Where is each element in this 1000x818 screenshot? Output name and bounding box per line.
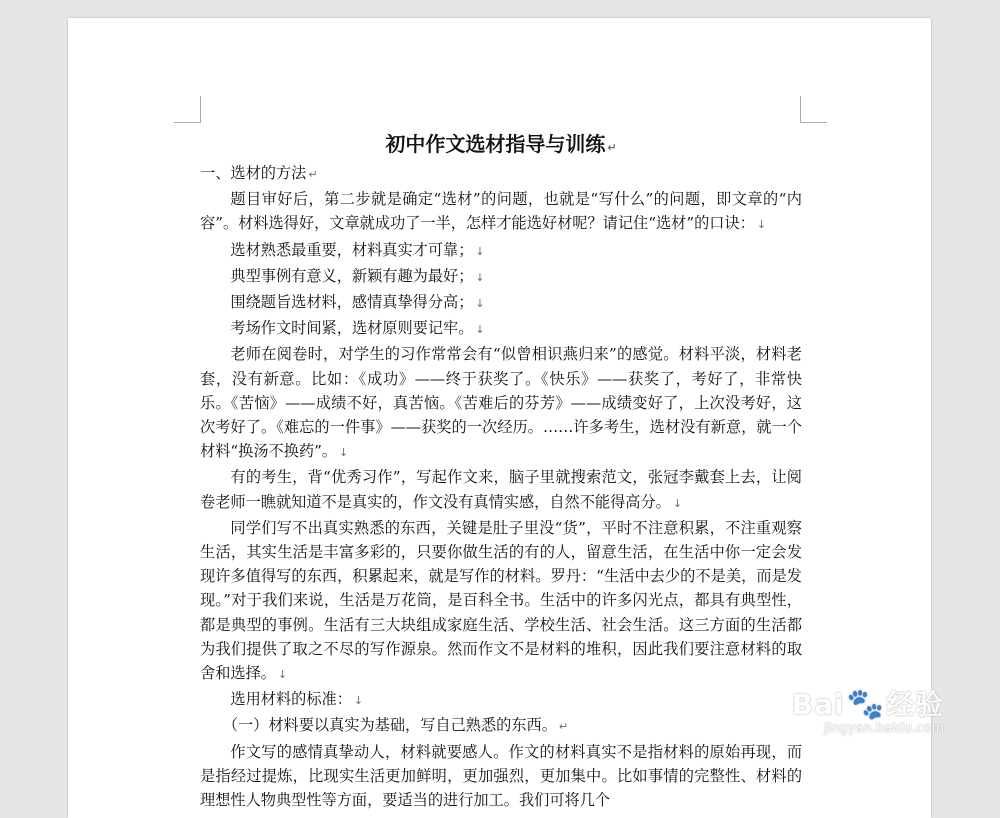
paragraph-text: 选材熟悉最重要，材料真实才可靠； [230, 240, 474, 259]
paragraph [200, 187, 802, 237]
paragraph-text: 围绕题旨选材料，感情真挚得分高； [230, 293, 474, 312]
paragraph [200, 687, 802, 713]
paragraph-text: 有的考生，背“优秀习作”，写起作文来，脑子里就搜索范文，张冠李戴套上去，让阅卷老师一瞧就知道不是真实的，作文没有真情实感，自然不能得高分。 [200, 468, 802, 511]
paragraph [200, 713, 802, 739]
line-break-mark-icon: ↓ [353, 694, 364, 708]
line-break-mark-icon: ↓ [475, 244, 485, 258]
line-break-mark-icon: ↓ [475, 323, 485, 337]
line-break-mark-icon: ↓ [475, 297, 485, 311]
section-heading [200, 161, 802, 187]
paragraph-text: 选用材料的标准： [230, 690, 352, 709]
paragraph [200, 516, 802, 687]
paragraph [200, 264, 802, 290]
paragraph [200, 465, 802, 515]
paw-icon: 🐾 [846, 687, 884, 722]
paragraph-text: 考场作文时间紧，选材原则要记牢。 [230, 319, 474, 338]
line-break-mark-icon: ↓ [672, 496, 683, 510]
document-body[interactable] [200, 128, 802, 812]
paragraph [200, 238, 802, 264]
paragraph-text: 同学们写不出真实熟悉的东西，关键是肚子里没“货”，平时不注意积累，不注重观察生活，其实生活是丰富多彩的，只要你做生活的有的人，留意生活，在生活中你一定会发现许多值得写的东西，积累起来，就是写作的材料。罗丹：“生活中去少的不是美，而是发现。”对于我们来说，生活是万花筒，是百科全书。生活中的许多闪光点，都具有典型性，都是典型的事例。生活有三大块组成家庭生活、学校生活、社会生活。这三方面的生活都为我们提供了取之不尽的写作源泉。然而作文不是材料的堆积，因此我们要注意材料的取舍和选择。 [200, 518, 802, 683]
paragraph [200, 290, 802, 316]
paragraph-text: （一）材料要以真实为基础，写自己熟悉的东西。 [222, 716, 557, 735]
watermark-url: jingyan.baidu.com [824, 721, 944, 736]
paragraph-list [200, 161, 802, 812]
paragraph-text: 老师在阅卷时，对学生的习作常常会有“似曾相识燕归来”的感觉。材料平淡，材料老套，没有新意。比如：《成功》——终于获奖了。《快乐》——获奖了，考好了，非常快乐。《苦恼》——成绩不好，真苦恼。《苦难后的芬芳》——成绩变好了，上次没考好，这次考好了。《难忘的一件事》——获奖的一次经历。……许多考生，选材没有新意，就一个材料“换汤不换药”。 [200, 345, 802, 461]
paragraph-text: 一、选材的方法 [200, 164, 307, 182]
paragraph-mark-icon: ↵ [308, 168, 318, 181]
paragraph-text: 作文写的感情真挚动人，材料就要感人。作文的材料真实不是指材料的原始再现，而是指经过提炼，比现实生活更加鲜明，更加强烈，更加集中。比如事情的完整性、材料的理想性人物典型性等方面，要适当的进行加工。我们可将几个 [200, 742, 802, 810]
paragraph-text: 题目审好后，第二步就是确定“选材”的问题，也就是“写什么”的问题，即文章的“内容”。材料选得好，文章就成功了一半，怎样才能选好材呢？请记住“选材”的口诀： [200, 190, 802, 233]
line-break-mark-icon: ↓ [475, 270, 485, 284]
baidu-jingyan-watermark: Bai🐾经验 jingyan.baidu.com [791, 687, 944, 736]
crop-mark-top-left [174, 96, 201, 123]
line-break-mark-icon: ↓ [339, 446, 349, 460]
crop-mark-top-right [800, 96, 827, 123]
paragraph [200, 342, 802, 465]
line-break-mark-icon: ↓ [756, 218, 767, 232]
paragraph-mark-icon: ↵ [558, 720, 569, 734]
paragraph-mark-icon: ↵ [607, 141, 617, 154]
paragraph [200, 316, 802, 342]
line-break-mark-icon: ↓ [277, 668, 288, 682]
paragraph-text: 典型事例有意义，新颖有趣为最好； [230, 266, 474, 285]
document-title: 初中作文选材指导与训练 ↵ [385, 132, 617, 156]
